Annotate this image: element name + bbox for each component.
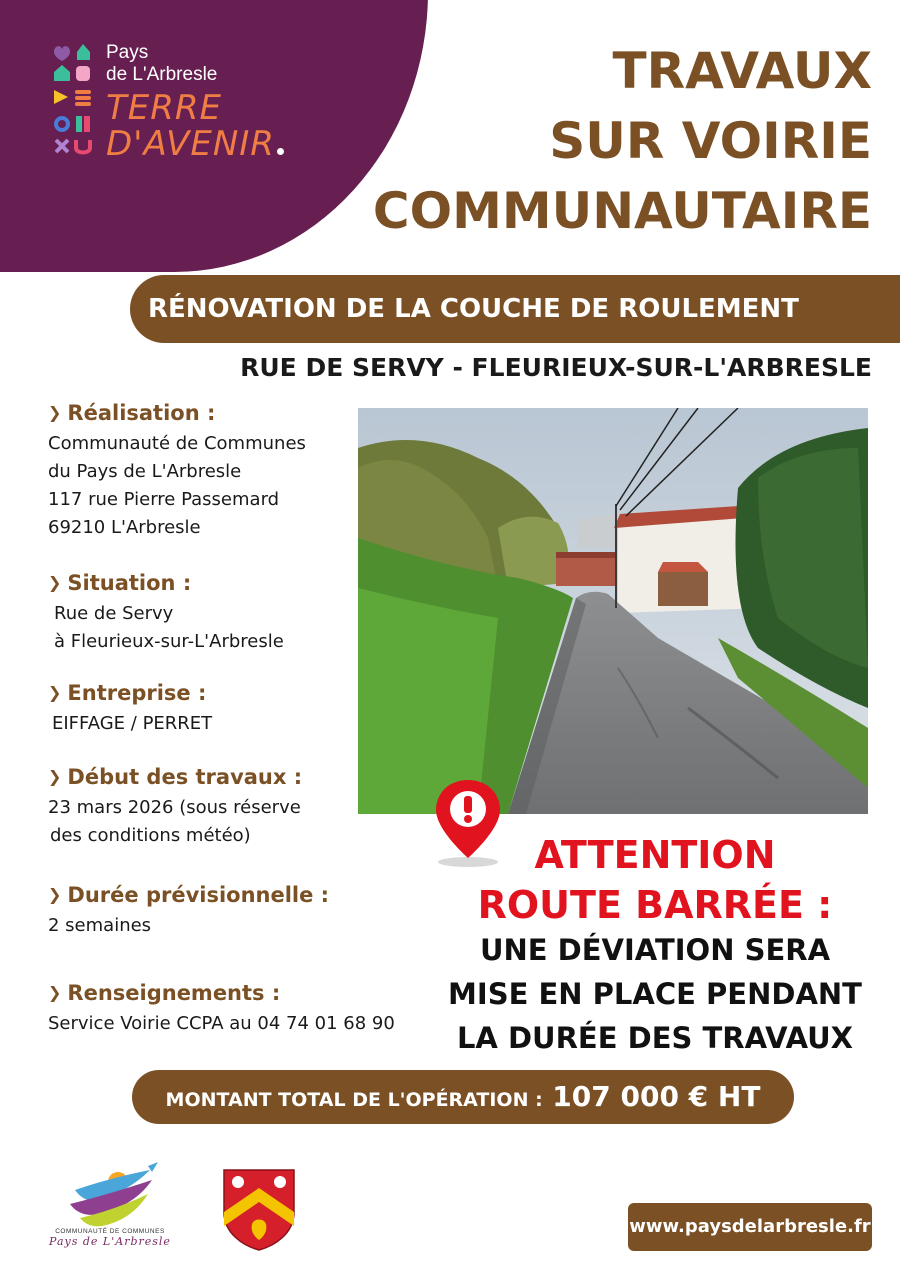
info-line: du Pays de L'Arbresle — [48, 461, 242, 482]
chevron-right-icon: ❯ — [48, 767, 62, 786]
info-line: à Fleurieux-sur-L'Arbresle — [54, 631, 284, 652]
chevron-right-icon: ❯ — [48, 983, 62, 1002]
total-amount-banner — [132, 1070, 794, 1124]
ccpa-logo-name: Pays de L'Arbresle — [49, 1235, 171, 1248]
info-heading: Renseignements : — [67, 981, 281, 1005]
info-line: des conditions météo) — [50, 825, 251, 846]
info-line: Rue de Servy — [54, 603, 174, 624]
location-heading: RUE DE SERVY - FLEURIEUX-SUR-L'ARBRESLE — [240, 353, 872, 382]
info-renseignements — [48, 978, 428, 1038]
road-closed-alert — [430, 830, 880, 930]
deviation-line: UNE DÉVIATION SERA — [479, 933, 831, 967]
title-line-1: TRAVAUX — [612, 42, 872, 100]
info-line: 117 rue Pierre Passemard — [48, 489, 280, 510]
ccpa-logo-top-text: COMMUNAUTÉ DE COMMUNES — [55, 1228, 165, 1235]
deviation-notice — [420, 928, 890, 1060]
pays-arbresle-logo — [50, 40, 290, 170]
deviation-line: LA DURÉE DES TRAVAUX — [456, 1021, 854, 1055]
alert-line-2: ROUTE BARRÉE : — [477, 883, 833, 927]
chevron-right-icon: ❯ — [48, 573, 62, 592]
info-duree — [48, 880, 428, 940]
info-heading: Situation : — [67, 571, 192, 595]
info-line: 2 semaines — [48, 915, 152, 936]
alert-line-1: ATTENTION — [534, 833, 776, 877]
info-line: Communauté de Communes — [48, 433, 306, 454]
fleurieux-crest-icon — [222, 1168, 296, 1252]
title-line-3: COMMUNAUTAIRE — [372, 182, 872, 240]
logo-name: Pays de L'Arbresle — [106, 42, 218, 85]
ccpa-logo — [40, 1160, 180, 1260]
info-line: 23 mars 2026 (sous réserve — [48, 797, 301, 818]
info-heading: Durée prévisionnelle : — [67, 883, 330, 907]
title-line-2: SUR VOIRIE — [549, 112, 872, 170]
info-heading: Réalisation : — [67, 401, 216, 425]
info-heading: Début des travaux : — [67, 765, 303, 789]
info-heading: Entreprise : — [67, 681, 207, 705]
logo-symbols-icon — [50, 40, 96, 162]
deviation-line: MISE EN PLACE PENDANT — [448, 977, 862, 1011]
chevron-right-icon: ❯ — [48, 403, 62, 422]
chevron-right-icon: ❯ — [48, 683, 62, 702]
amount-value: 107 000 € HT — [552, 1080, 761, 1113]
works-type-banner: RÉNOVATION DE LA COUCHE DE ROULEMENT — [130, 275, 900, 343]
street-photo — [358, 408, 868, 814]
info-line: Service Voirie CCPA au 04 74 01 68 90 — [48, 1013, 395, 1034]
info-line: EIFFAGE / PERRET — [52, 713, 213, 734]
chevron-right-icon: ❯ — [48, 885, 62, 904]
website-link[interactable]: www.paysdelarbresle.fr — [628, 1203, 872, 1251]
info-line: 69210 L'Arbresle — [48, 517, 201, 538]
page-title — [352, 36, 872, 246]
logo-tagline: TERRE D'AVENIR — [106, 90, 284, 162]
amount-label: MONTANT TOTAL DE L'OPÉRATION : — [165, 1089, 543, 1111]
